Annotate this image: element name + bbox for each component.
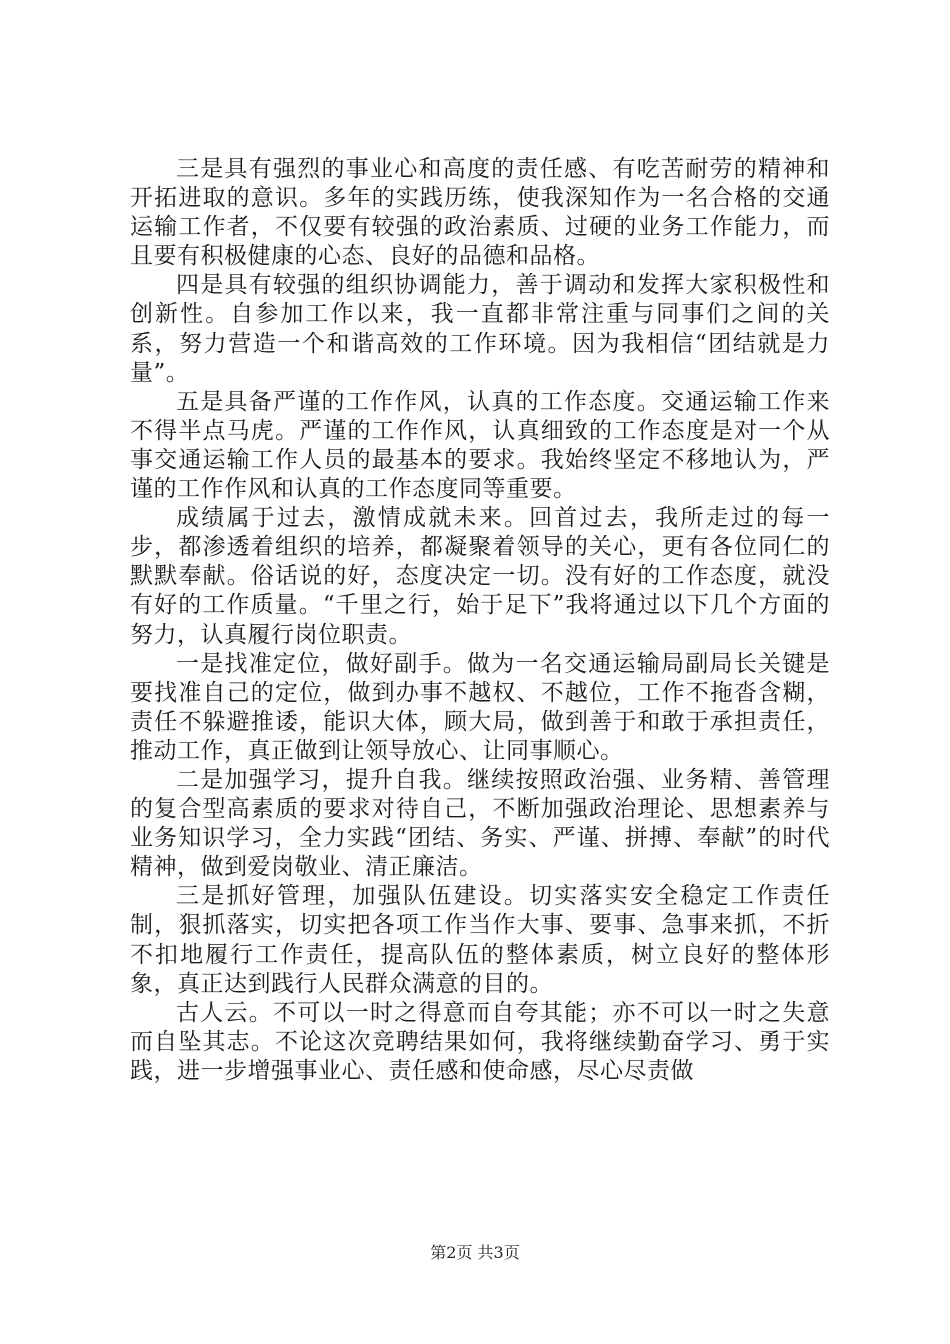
paragraph: 成绩属于过去，激情成就未来。回首过去，我所走过的每一步，都渗透着组织的培养，都凝聚着领导的关心，更有各位同仁的默默奉献。俗话说的好，态度决定一切。没有好的工作态度，就没有好的工作质量。“千里之行，始于足下”我将通过以下几个方面的努力，认真履行岗位职责。 bbox=[130, 505, 830, 648]
paragraph: 三是抓好管理，加强队伍建设。切实落实安全稳定工作责任制，狠抓落实，切实把各项工作当作大事、要事、急事来抓，不折不扣地履行工作责任，提高队伍的整体素质，树立良好的整体形象，真正达到践行人民群众满意的目的。 bbox=[130, 883, 830, 997]
page-footer bbox=[0, 1240, 950, 1263]
paragraph: 五是具备严谨的工作作风，认真的工作态度。交通运输工作来不得半点马虎。严谨的工作作风，认真细致的工作态度是对一个从事交通运输工作人员的最基本的要求。我始终坚定不移地认为，严谨的工作作风和认真的工作态度同等重要。 bbox=[130, 388, 830, 503]
paragraph: 古人云。不可以一时之得意而自夸其能；亦不可以一时之失意而自坠其志。不论这次竞聘结果如何，我将继续勤奋学习、勇于实践，进一步增强事业心、责任感和使命感，尽心尽责做 bbox=[130, 999, 830, 1084]
page-number: 第2页 共3页 bbox=[430, 1243, 520, 1262]
paragraph: 一是找准定位，做好副手。做为一名交通运输局副局长关键是要找准自己的定位，做到办事不越权、不越位，工作不拖沓含糊，责任不躲避推诿，能识大体，顾大局，做到善于和敢于承担责任，推动工作，真正做到让领导放心、让同事顺心。 bbox=[130, 650, 830, 764]
paragraph: 四是具有较强的组织协调能力，善于调动和发挥大家积极性和创新性。自参加工作以来，我一直都非常注重与同事们之间的关系，努力营造一个和谐高效的工作环境。因为我相信“团结就是力量”。 bbox=[130, 272, 830, 386]
paragraph: 三是具有强烈的事业心和高度的责任感、有吃苦耐劳的精神和开拓进取的意识。多年的实践历练，使我深知作为一名合格的交通运输工作者，不仅要有较强的政治素质、过硬的业务工作能力，而且要有积极健康的心态、良好的品德和品格。 bbox=[130, 156, 830, 270]
paragraph: 二是加强学习，提升自我。继续按照政治强、业务精、善管理的复合型高素质的要求对待自己，不断加强政治理论、思想素养与业务知识学习，全力实践“团结、务实、严谨、拼搏、奉献”的时代精神，做到爱岗敬业、清正廉洁。 bbox=[130, 766, 830, 881]
body-text bbox=[130, 155, 830, 1086]
